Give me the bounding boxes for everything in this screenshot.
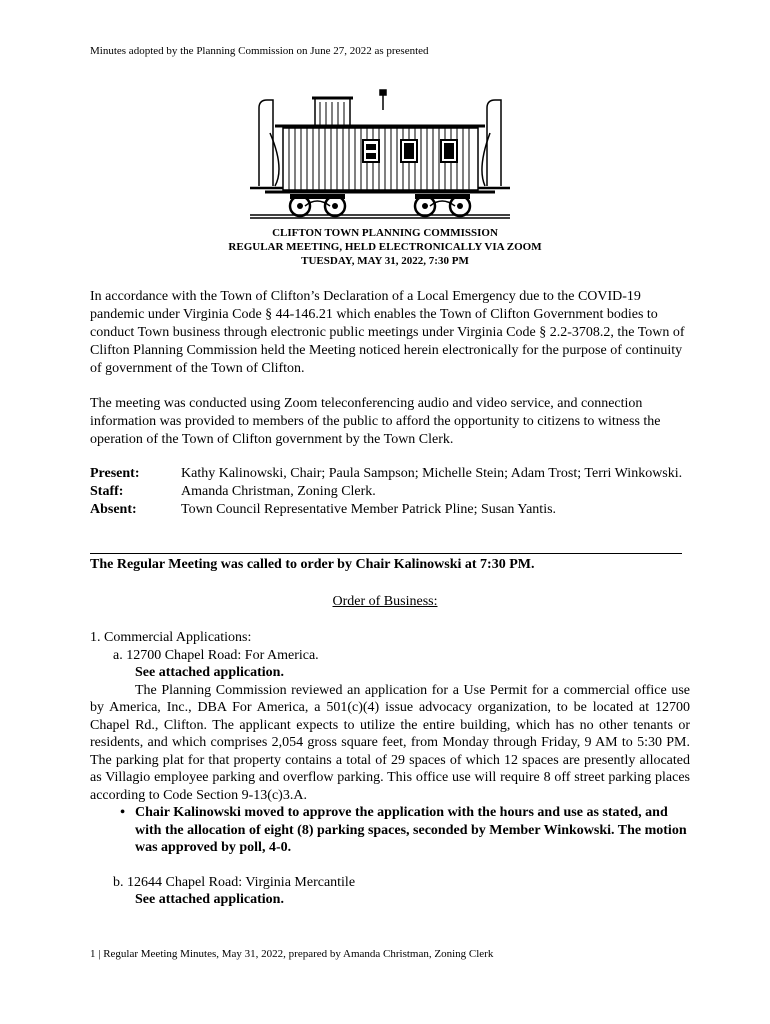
roster-present-row [90,465,690,483]
item-a-motion-text: Chair Kalinowski moved to approve the application with the hours and use as stated, and with the allocation of eight (8) parking spaces, seconded by Member Winkowski. The motion was approved by poll, 4-0. [135,805,687,855]
section-commercial-applications: 1. Commercial Applications: [90,630,252,645]
item-a-body: The Planning Commission reviewed an application for a Use Permit for a commercial office use by America, Inc., DBA For America, a 501(c)(4) issue advocacy organization, to be located at 12700 Chapel Rd., Clifton. The applicant expects to utilize the entire building, which has no other tenants or residents, and which comprises 2,054 gross square feet, from Monday through Friday, 9 AM to 5:30 PM. The parking plat for that property contains a total of 29 spaces of which 12 spaces are presently allocated as Villagio employee parking and overflow parking. This office use will require 8 off street parking places according to Code Section 9-13(c)3.A. [90,682,690,803]
item-b-title: b. 12644 Chapel Road: Virginia Mercantile [113,874,356,890]
adoption-note: Minutes adopted by the Planning Commission on June 27, 2022 as presented [90,45,429,57]
heading-meeting-type: REGULAR MEETING, HELD ELECTRONICALLY VIA ZOOM [228,241,542,253]
page-footer: 1 | Regular Meeting Minutes, May 31, 2022, prepared by Amanda Christman, Zoning Clerk [90,948,494,960]
intro-paragraph-zoom: The meeting was conducted using Zoom teleconferencing audio and video service, and connection information was provided to members of the public to afford the opportunity to citizens to witness the operation of the Town of Clifton government by the Town Clerk. [90,396,661,447]
present-value: Kathy Kalinowski, Chair; Paula Sampson; Michelle Stein; Adam Trost; Terri Winkowski. [181,466,683,481]
heading-date: TUESDAY, MAY 31, 2022, 7:30 PM [301,255,469,267]
caboose-train-car-icon [245,88,515,228]
staff-label: Staff: [90,484,124,499]
absent-value: Town Council Representative Member Patrick Pline; Susan Yantis. [181,502,557,517]
business-section [90,629,690,909]
roster-absent-row [90,501,690,519]
section-divider [90,553,682,554]
attendance-roster [90,465,690,519]
intro-paragraph-emergency: In accordance with the Town of Clifton’s Declaration of a Local Emergency due to the COVID-19 pandemic under Virginia Code § 44-146.21 which enables the Town of Clifton Government bodies to conduct Town business through electronic public meetings under Virginia Code § 2.2-3708.2, the Town of Clifton Planning Commission held the Meeting noticed herein electronically for the purpose of continuity of government of the Town of Clifton. [90,289,685,376]
staff-value: Amanda Christman, Zoning Clerk. [181,484,376,499]
called-to-order: The Regular Meeting was called to order by Chair Kalinowski at 7:30 PM. [90,557,535,572]
order-of-business-title: Order of Business: [332,594,438,609]
absent-label: Absent: [90,502,137,517]
item-a-motion [90,804,690,857]
bullet-icon: • [120,805,125,820]
item-b-attached-note: See attached application. [135,892,284,907]
roster-staff-row [90,483,690,501]
heading-commission: CLIFTON TOWN PLANNING COMMISSION [272,227,498,239]
item-a-attached-note: See attached application. [135,665,284,680]
present-label: Present: [90,466,140,481]
item-a-title: a. 12700 Chapel Road: For America. [113,647,319,663]
meeting-heading [0,226,770,268]
